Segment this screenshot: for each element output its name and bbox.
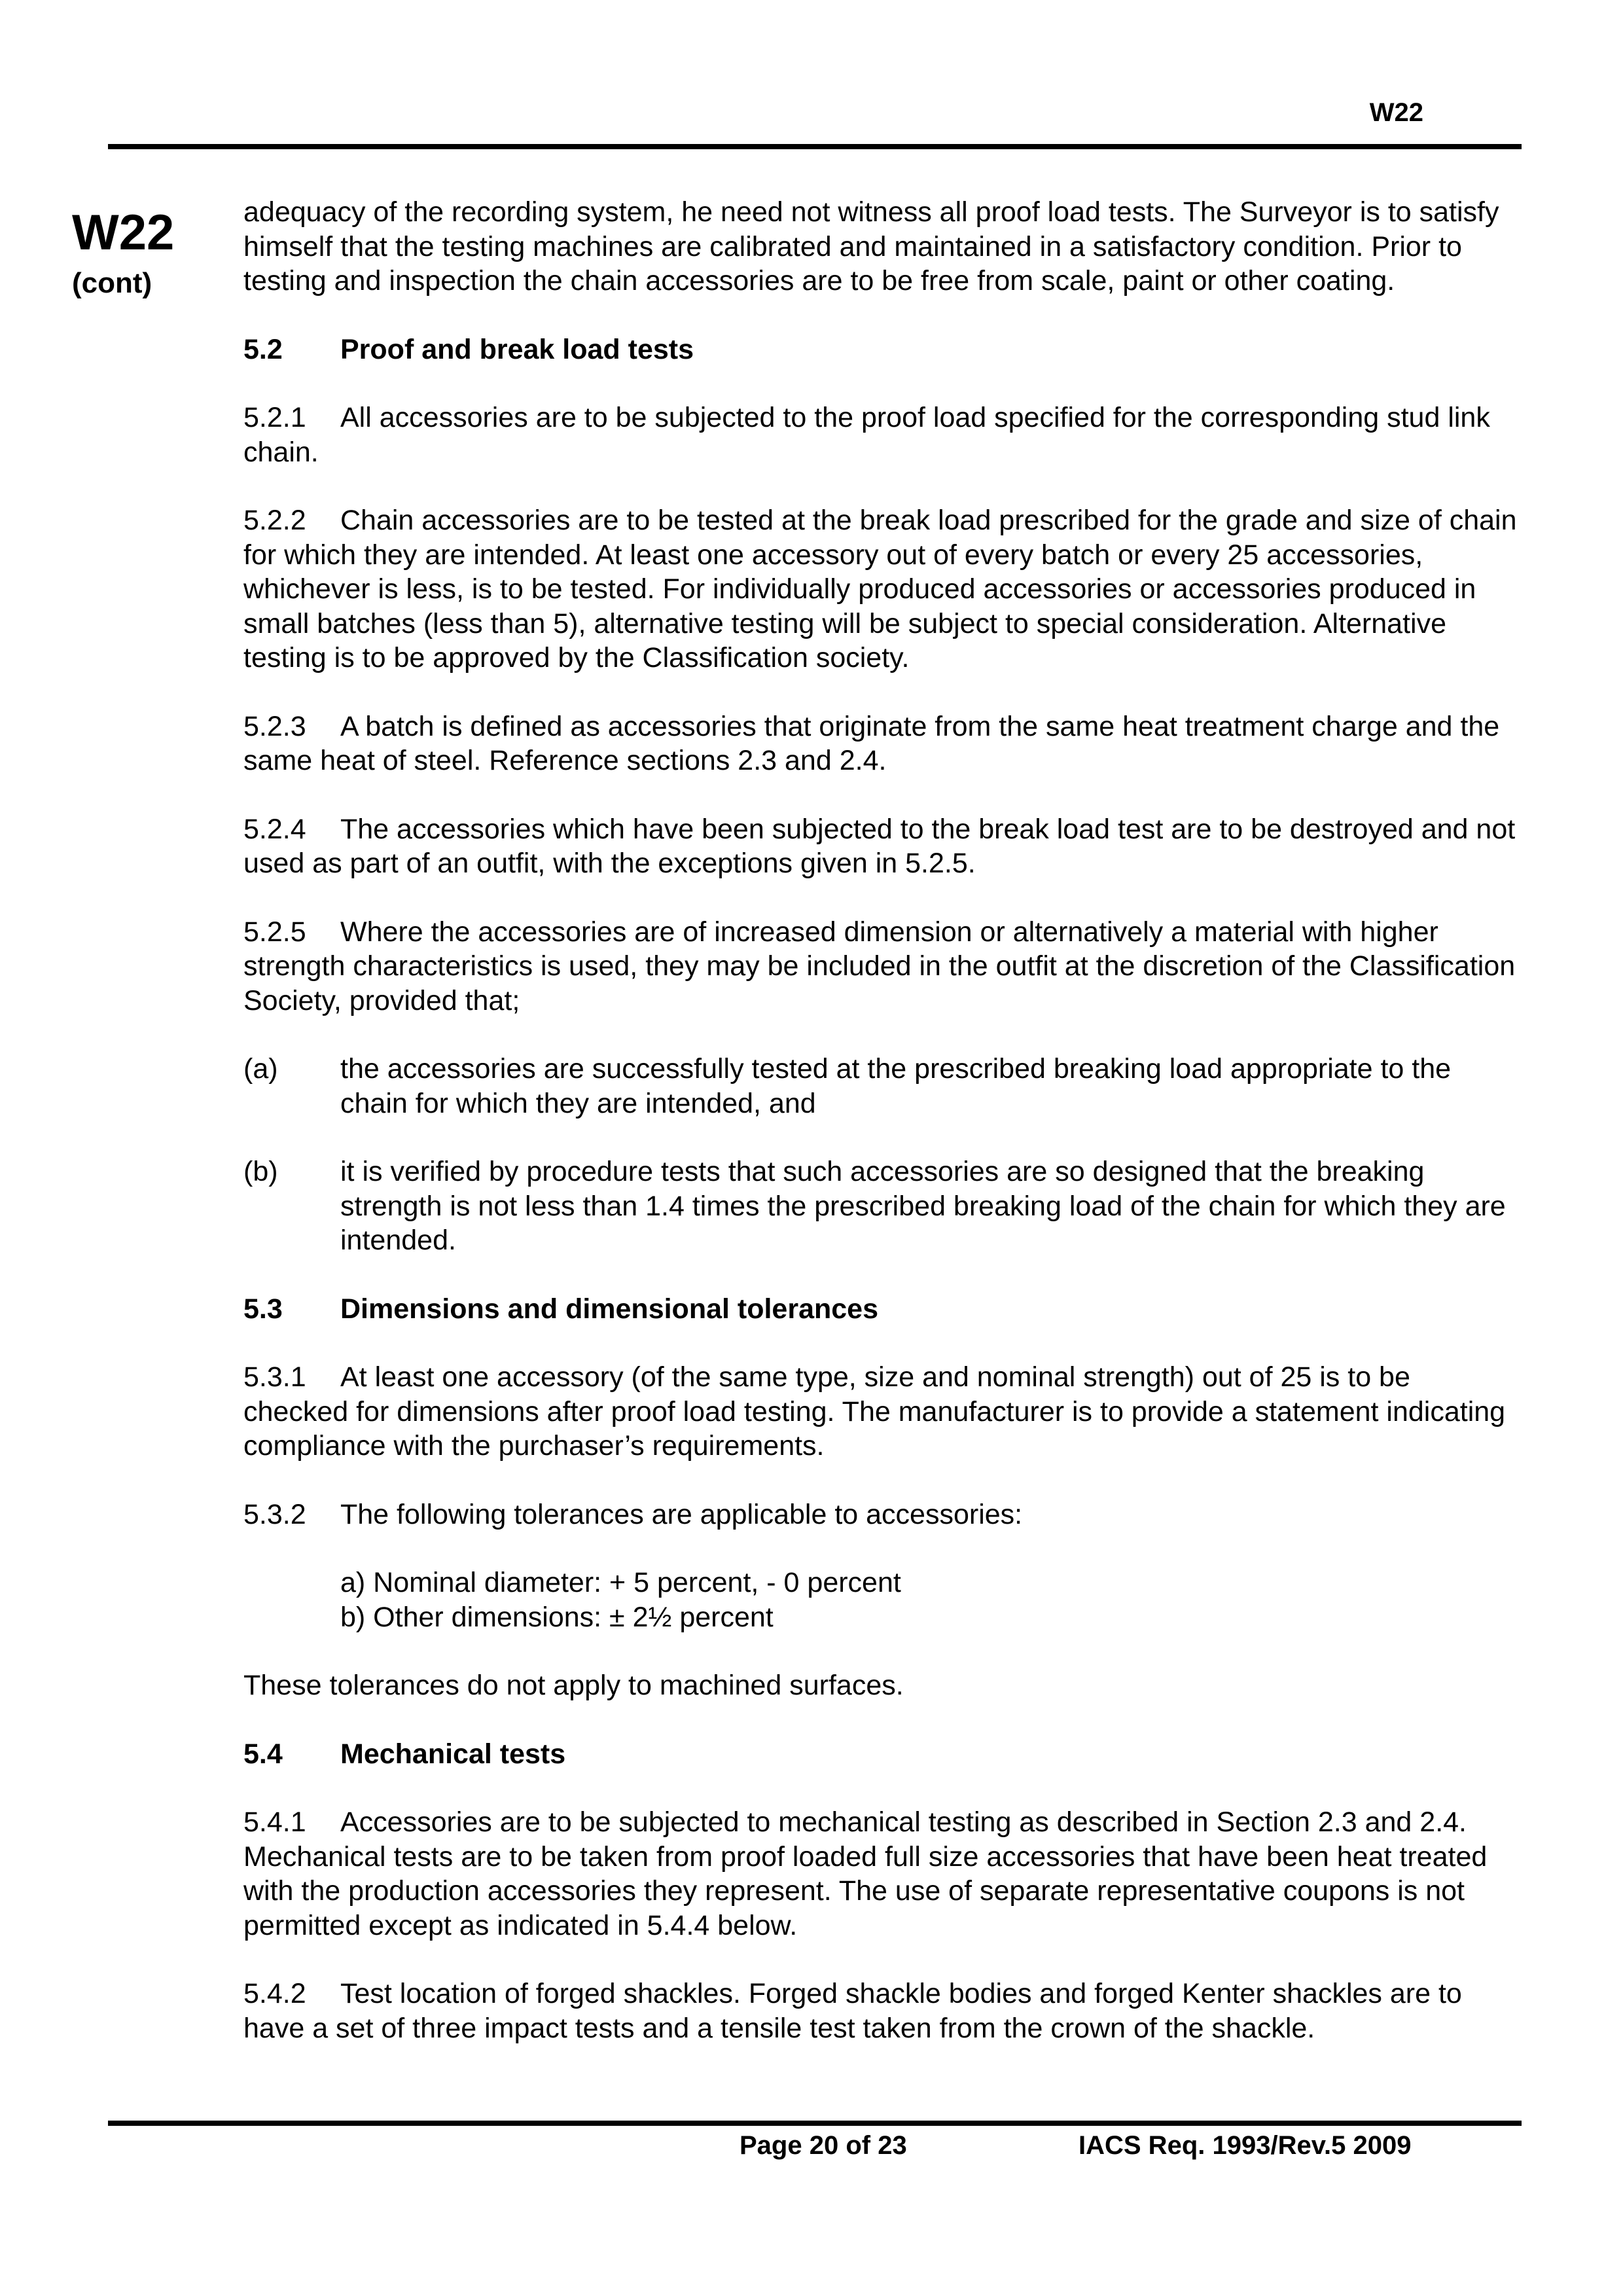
list-item-text: it is verified by procedure tests that such accessories are so designed that the breaking strength is not less than 1.4 times the prescribed breaking load of the chain for which they are intended. <box>340 1156 1506 1256</box>
paragraph-number: 5.4.2 <box>243 1978 306 2009</box>
section-5-3-heading <box>243 1292 1520 1327</box>
paragraph-number: 5.2.2 <box>243 505 306 536</box>
paragraph-text: Test location of forged shackles. Forged shackle bodies and forged Kenter shackles are to have a set of three impact tests and a tensile test taken from the crown of the shackle. <box>243 1978 1462 2044</box>
paragraph-number: 5.3.1 <box>243 1361 306 1393</box>
header-code: W22 <box>1369 98 1423 127</box>
paragraph-number: 5.2.3 <box>243 710 306 742</box>
list-item-a <box>243 1052 1520 1121</box>
section-5-2-heading <box>243 332 1520 367</box>
tolerance-list <box>243 1566 1520 1634</box>
paragraph-text: Where the accessories are of increased dimension or alternatively a material with higher strength characteristics is used, they may be included in the outfit at the discretion of the Classification Society, provided that; <box>243 916 1516 1016</box>
paragraph-5-2-4 <box>243 812 1520 881</box>
section-number: 5.2 <box>243 333 283 365</box>
paragraph-number: 5.2.4 <box>243 813 306 845</box>
document-body <box>243 195 1520 2079</box>
list-item-b <box>243 1155 1520 1258</box>
sidebar-code: W22 <box>72 205 175 260</box>
intro-paragraph: adequacy of the recording system, he need not witness all proof load tests. The Surveyor is to satisfy himself that the testing machines are calibrated and maintained in a satisfactory condition. Prior to testing and inspection the chain accessories are to be free from scale, paint or other coating. <box>243 196 1499 296</box>
paragraph-number: 5.4.1 <box>243 1806 306 1838</box>
paragraph-5-3-2 <box>243 1498 1520 1532</box>
paragraph-5-2-3 <box>243 709 1520 778</box>
paragraph-text: Chain accessories are to be tested at the break load prescribed for the grade and size of chain for which they are intended. At least one accessory out of every batch or every 25 accessories, whichever is less, is to be tested. For individually produced accessories or accessories produced in small batches (less than 5), alternative testing will be subject to special consideration. Alternative testing is to be approved by the Classification society. <box>243 505 1517 673</box>
list-item-label: (a) <box>243 1053 278 1085</box>
footer-reference: IACS Req. 1993/Rev.5 2009 <box>1079 2131 1412 2160</box>
paragraph-text: All accessories are to be subjected to the proof load specified for the corresponding stud link chain. <box>243 402 1490 468</box>
sidebar-cont: (cont) <box>72 267 152 299</box>
paragraph-text: Accessories are to be subjected to mechanical testing as described in Section 2.3 and 2.4. Mechanical tests are to be taken from proof loaded full size accessories that have been heat treated with the production accessories they represent. The use of separate representative coupons is not permitted except as indicated in 5.4.4 below. <box>243 1806 1488 1941</box>
header-rule <box>108 144 1522 149</box>
tolerance-item-a: a) Nominal diameter: + 5 percent, - 0 percent <box>340 1567 901 1598</box>
paragraph-5-3-1 <box>243 1360 1520 1463</box>
footer-rule <box>108 2121 1522 2126</box>
tolerance-item-b: b) Other dimensions: ± 2½ percent <box>340 1601 774 1633</box>
list-item-text: the accessories are successfully tested at the prescribed breaking load appropriate to the chain for which they are intended, and <box>340 1053 1452 1119</box>
paragraph-5-4-1 <box>243 1805 1520 1943</box>
section-number: 5.4 <box>243 1738 283 1770</box>
section-title: Proof and break load tests <box>340 333 694 365</box>
paragraph-text: A batch is defined as accessories that originate from the same heat treatment charge and the same heat of steel. Reference sections 2.3 and 2.4. <box>243 710 1500 776</box>
section-number: 5.3 <box>243 1293 283 1325</box>
section-5-4-heading <box>243 1737 1520 1772</box>
paragraph-5-2-1 <box>243 401 1520 469</box>
paragraph-number: 5.2.1 <box>243 402 306 433</box>
paragraph-5-2-2 <box>243 503 1520 675</box>
footer-page-number: Page 20 of 23 <box>740 2131 907 2160</box>
section-title: Mechanical tests <box>340 1738 566 1770</box>
paragraph-number: 5.2.5 <box>243 916 306 948</box>
list-item-label: (b) <box>243 1156 278 1187</box>
tolerance-note: These tolerances do not apply to machined surfaces. <box>243 1670 904 1701</box>
paragraph-text: The following tolerances are applicable to accessories: <box>340 1498 1023 1530</box>
paragraph-5-2-5 <box>243 915 1520 1018</box>
paragraph-text: The accessories which have been subjected to the break load test are to be destroyed and not used as part of an outfit, with the exceptions given in 5.2.5. <box>243 813 1516 879</box>
paragraph-number: 5.3.2 <box>243 1498 306 1530</box>
section-title: Dimensions and dimensional tolerances <box>340 1293 878 1325</box>
paragraph-text: At least one accessory (of the same type, size and nominal strength) out of 25 is to be checked for dimensions after proof load testing. The manufacturer is to provide a statement indicating compliance with the purchaser’s requirements. <box>243 1361 1506 1462</box>
paragraph-5-4-2 <box>243 1977 1520 2045</box>
